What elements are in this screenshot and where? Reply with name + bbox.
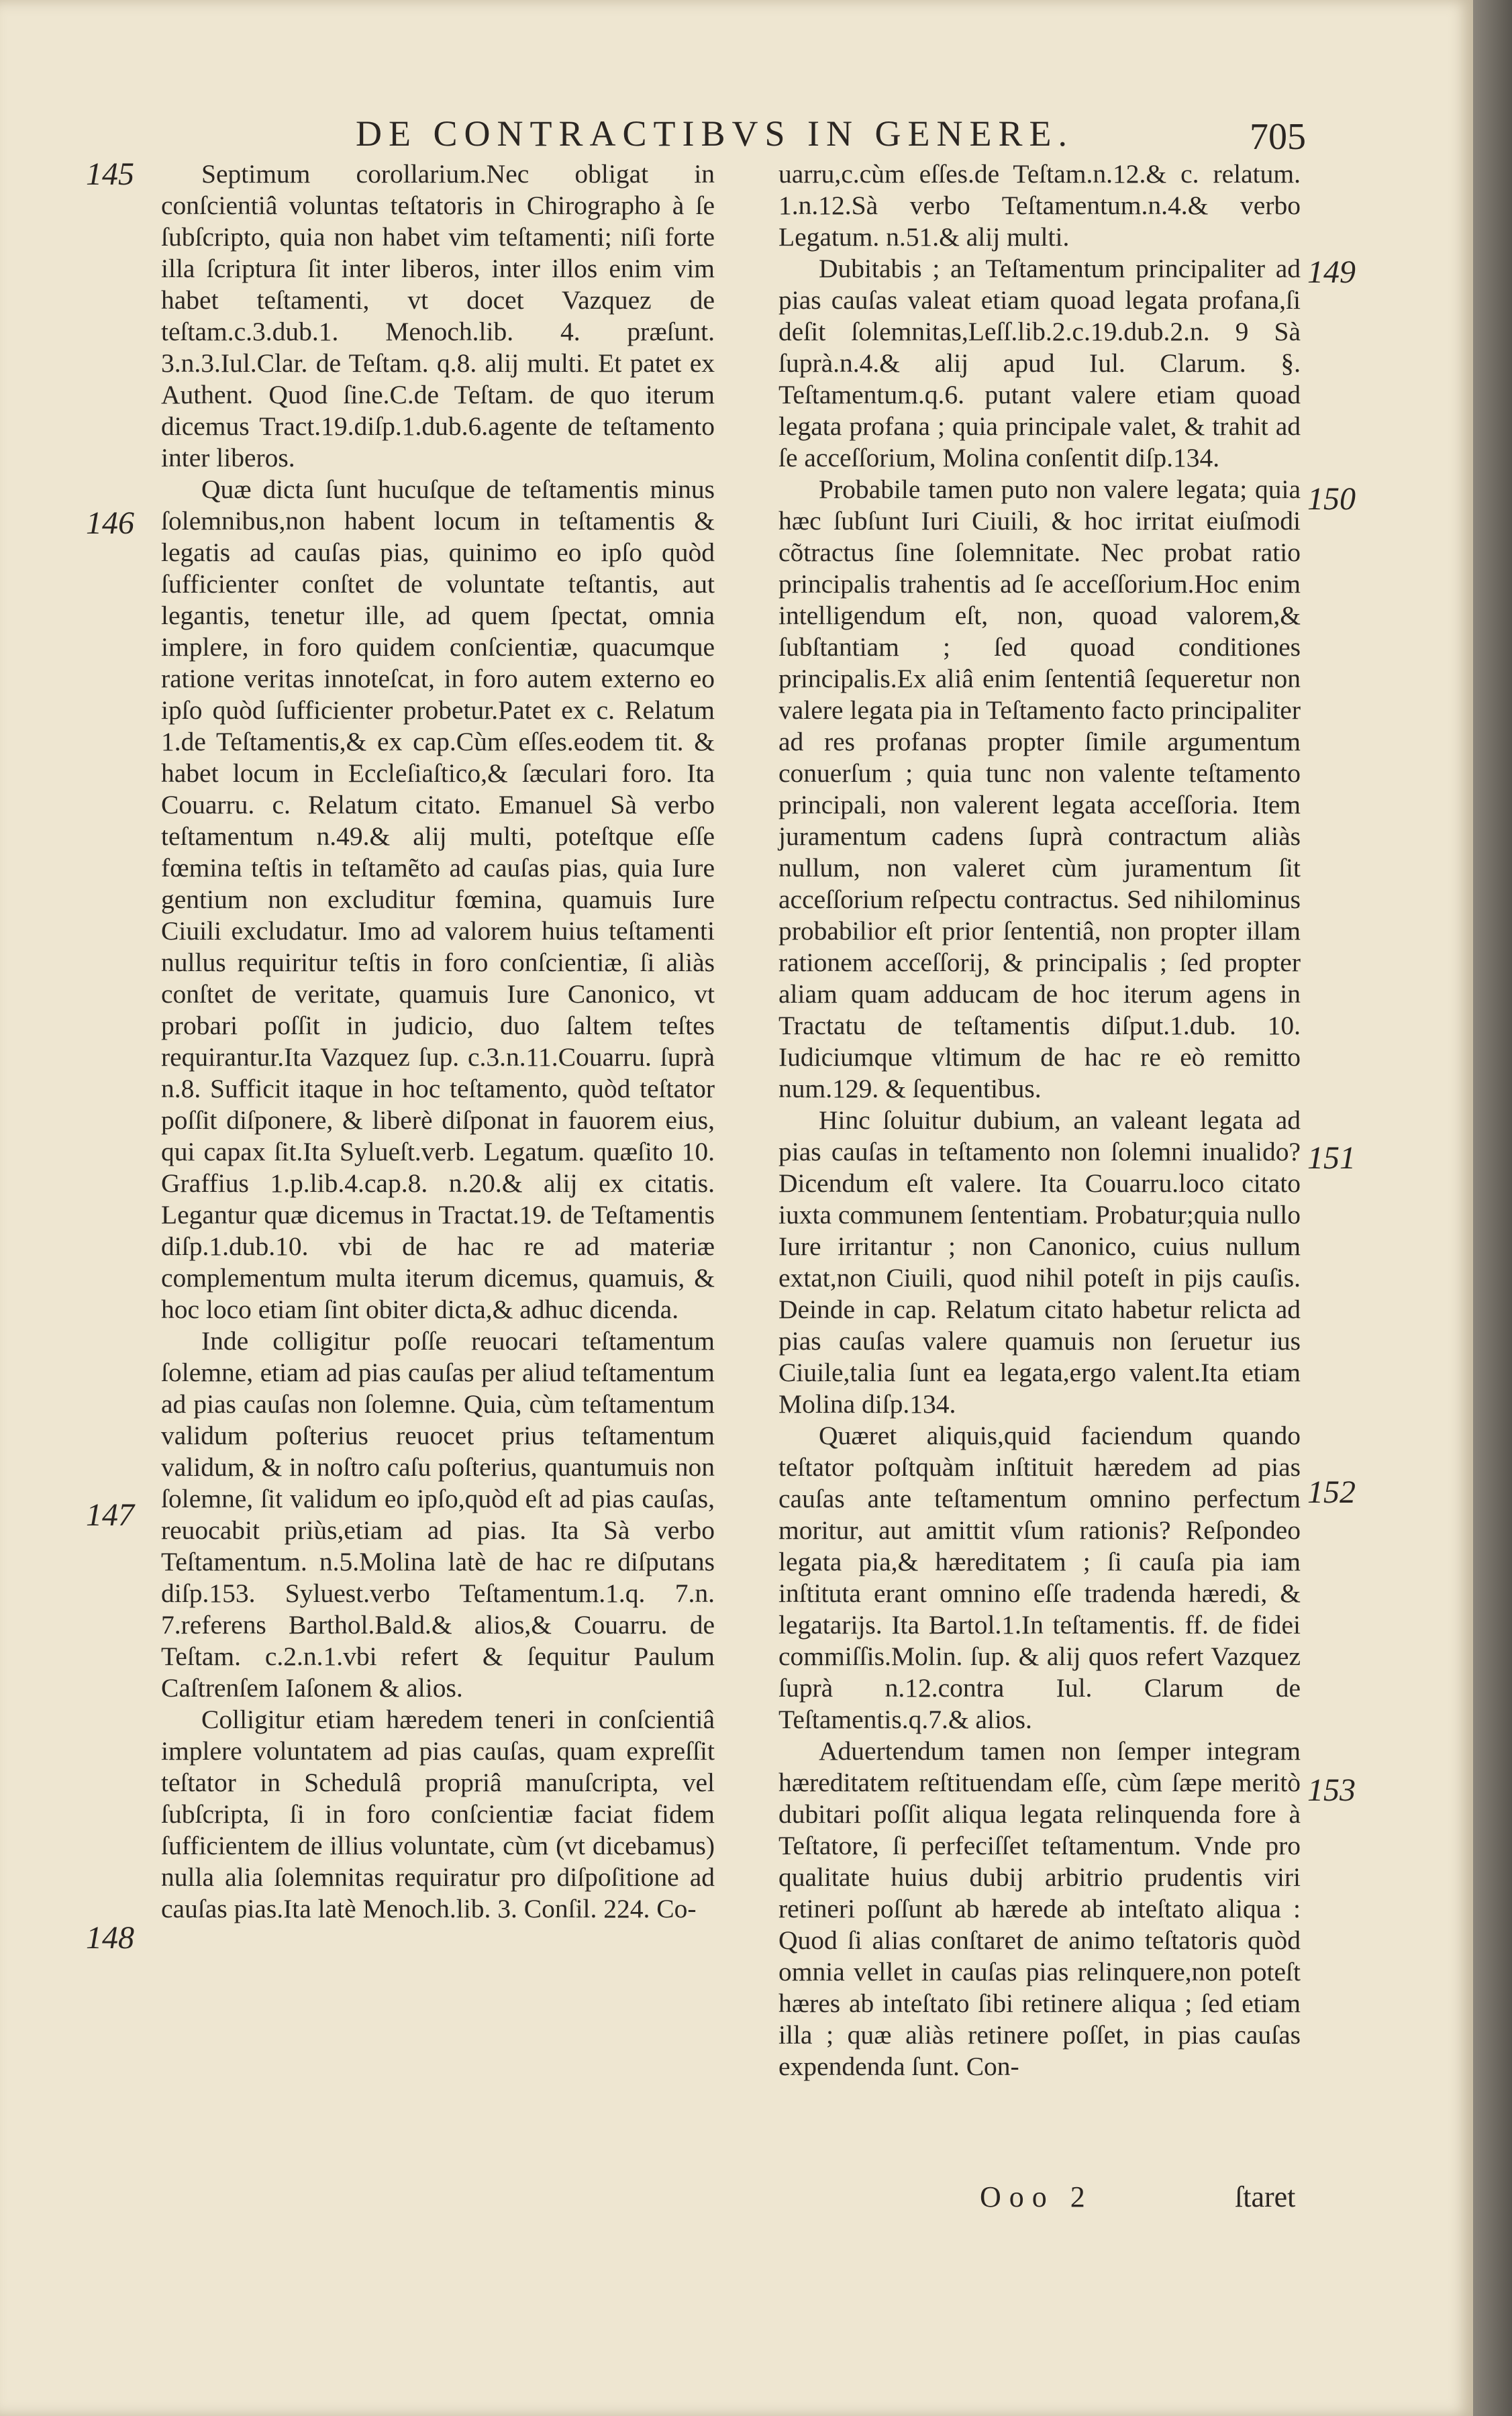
left-column xyxy=(161,158,715,1925)
paragraph-149: Dubitabis ; an Teſtamentum principaliter ad pias cauſas valeat etiam quoad legata profana,ſi deſit ſolemnitas,Leſſ.lib.2.c.19.dub.2.n. 9 Sà ſuprà.n.4.& alij apud Iul. Clarum. §. Teſtamentum.q.6. putant valere etiam quoad legata profana ; quia principale valet, & trahit ad ſe acceſſorium, Molina conſentit diſp.134. xyxy=(778,254,1301,472)
paragraph-153: Aduertendum tamen non ſemper integram hæreditatem reſtituendam eſſe, cùm ſæpe meritò dubitari poſſit aliqua legata relinquenda fore à Teſtatore, ſi perfeciſſet teſtamentum. Vnde pro qualitate huius dubij arbitrio prudentis viri retineri poſſunt ab hærede ab inteſtato aliqua : Quod ſi alias conſtaret de animo teſtatoris quòd omnia vellet in cauſas pias relinquere,non poteſt hæres ab inteſtato ſibi retinere aliqua ; ſed etiam illa ; quæ aliàs retinere poſſet, in pias cauſas expendenda ſunt. Con- xyxy=(778,1736,1301,2081)
page-number: 705 xyxy=(1250,116,1306,158)
paragraph-151: Hinc ſoluitur dubium, an valeant legata ad pias cauſas in teſtamento non ſolemni inualido? Dicendum eſt valere. Ita Couarru.loco citato iuxta communem ſententiam. Probatur;quia nullo Iure irritantur ; non Canonico, cuius nullum extat,non Ciuili, quod nihil poteſt in pijs cauſis. Deinde in cap. Relatum citato habetur relicta ad pias cauſas valere quamuis non ſeruetur ius Ciuile,talia ſunt ea legata,ergo valent.Ita etiam Molina diſp.134. xyxy=(778,1105,1301,1419)
page-header xyxy=(0,113,1473,158)
page-edge xyxy=(1473,0,1512,2416)
paragraph-145: Septimum corollarium.Nec obligat in conſcientiâ voluntas teſtatoris in Chirographo à ſe ſubſcripto, quia non habet vim teſtamenti; niſi forte illa ſcriptura ſit inter liberos, inter illos enim vim habet teſtamenti, vt docet Vazquez de teſtam.c.3.dub.1. Menoch.lib. 4. præſunt. 3.n.3.Iul.Clar. de Teſtam. q.8. alij multi. Et patet ex Authent. Quod ſine.C.de Teſtam. de quo iterum dicemus Tract.19.diſp.1.dub.6.agente de teſtamento inter liberos. xyxy=(161,159,715,472)
catchword: ſtaret xyxy=(1235,2180,1296,2213)
margin-number: 145 xyxy=(86,156,134,192)
paragraph-150: Probabile tamen puto non valere legata; quia hæc ſubſunt Iuri Ciuili, & hoc irritat eiuſmodi cõtractus ſine ſolemnitate. Nec probat ratio principalis trahentis ad ſe acceſſorium.Hoc enim intelligendum eſt, non, quoad valorem,& ſubſtantiam ; ſed quoad conditiones principalis.Ex aliâ enim ſententiâ ſequeretur non valere legata pia in Teſtamento facto principaliter ad res profanas propter ſimile argumentum conuerſum ; quia tunc non valente teſtamento principali, non valerent legata acceſſoria. Item juramentum cadens ſuprà contractum aliàs nullum, non valeret cùm juramentum ſit acceſſorium reſpectu contractus. Sed nihilominus probabilior eſt prior ſententiâ, non propter illam rationem acceſſorij, & principalis ; ſed propter aliam quam adducam de hoc iterum agens in Tractatu de teſtamentis diſput.1.dub. 10. Iudiciumque vltimum de hac re eò remitto num.129. & ſequentibus. xyxy=(778,474,1301,1103)
right-column xyxy=(778,158,1301,2082)
paragraph-continuation: uarru,c.cùm eſſes.de Teſtam.n.12.& c. relatum. 1.n.12.Sà verbo Teſtamentum.n.4.& verbo Legatum. n.51.& alij multi. xyxy=(778,159,1301,252)
margin-number: 150 xyxy=(1307,481,1356,517)
paragraph-146: Quæ dicta ſunt hucuſque de teſtamentis minus ſolemnibus,non habent locum in teſtamentis & legatis ad cauſas pias, quinimo eo ipſo quòd ſufficienter conſtet de voluntate teſtantis, aut legantis, tenetur ille, ad quem ſpectat, omnia implere, in foro quidem conſcientiæ, quacumque ratione veritas innoteſcat, in foro autem externo eo ipſo quòd ſufficienter probetur.Patet ex c. Relatum 1.de Teſtamentis,& ex cap.Cùm eſſes.eodem tit. & habet locum in Eccleſiaſtico,& ſæculari foro. Ita Couarru. c. Relatum citato. Emanuel Sà verbo teſtamentum n.49.& alij multi, poteſtque eſſe fœmina teſtis in teſtamẽto ad cauſas pias, quia Iure gentium non excluditur fœmina, quamuis Iure Ciuili excludatur. Imo ad valorem huius teſtamenti nullus requiritur teſtis in foro conſcientiæ, ſi aliàs conſtet de veritate, quamuis Iure Canonico, vt probari poſſit in judicio, duo ſaltem teſtes requirantur.Ita Vazquez ſup. c.3.n.11.Couarru. ſuprà n.8. Sufficit itaque in hoc teſtamento, quòd teſtator poſſit diſponere, & liberè diſponat in fauorem eius, qui capax ſit.Ita Sylueſt.verb. Legatum. quæſito 10. Graffius 1.p.lib.4.cap.8. n.20.& alij ex citatis. Legantur quæ dicemus in Tractat.19. de Teſtamentis diſp.1.dub.10. vbi de hac re ad materiæ complementum multa iterum dicemus, quamuis, & hoc loco etiam ſint obiter dicta,& adhuc dicenda. xyxy=(161,474,715,1324)
paragraph-152: Quæret aliquis,quid faciendum quando teſtator poſtquàm inſtituit hæredem ad pias cauſas ante teſtamentum omnino perfectum moritur, aut amittit vſum rationis? Reſpondeo legata pia,& hæreditatem ; ſi cauſa pia iam inſtituta erant omnino eſſe tradenda hæredi, & legatarijs. Ita Bartol.1.In teſtamentis. ff. de fidei commiſſis.Molin. ſup. & alij quos refert Vazquez ſuprà n.12.contra Iul. Clarum de Teſtamentis.q.7.& alios. xyxy=(778,1421,1301,1734)
margin-number: 147 xyxy=(86,1497,134,1533)
margin-number: 151 xyxy=(1307,1140,1356,1176)
running-head: DE CONTRACTIBVS IN GENERE. xyxy=(356,113,1074,154)
paragraph-148: Colligitur etiam hæredem teneri in conſcientiâ implere voluntatem ad pias cauſas, quam expreſſit teſtator in Schedulâ propriâ manuſcripta, vel ſubſcripta, ſi in foro conſcientiæ faciat fidem ſufficientem de illius voluntate, cùm (vt dicebamus) nulla alia ſolemnitas requiratur pro diſpoſitione ad cauſas pias.Ita latè Menoch.lib. 3. Conſil. 224. Co- xyxy=(161,1705,715,1923)
signature-mark: Ooo 2 xyxy=(980,2180,1093,2213)
margin-number: 148 xyxy=(86,1920,134,1956)
paragraph-147: Inde colligitur poſſe reuocari teſtamentum ſolemne, etiam ad pias cauſas per aliud teſtamentum ad pias cauſas non ſolemne. Quia, cùm teſtamentum validum poſterius reuocet prius teſtamentum validum, & in noſtro caſu poſterius, quantumuis non ſolemne, ſit validum eo ipſo,quòd eſt ad pias cauſas, reuocabit priùs,etiam ad pias. Ita Sà verbo Teſtamentum. n.5.Molina latè de hac re diſputans diſp.153. Syluest.verbo Teſtamentum.1.q. 7.n. 7.referens Barthol.Bald.& alios,& Couarru. de Teſtam. c.2.n.1.vbi refert & ſequitur Paulum Caſtrenſem Iaſonem & alios. xyxy=(161,1326,715,1703)
margin-number: 146 xyxy=(86,505,134,541)
margin-number: 152 xyxy=(1307,1474,1356,1510)
margin-number: 153 xyxy=(1307,1772,1356,1808)
margin-number: 149 xyxy=(1307,254,1356,290)
